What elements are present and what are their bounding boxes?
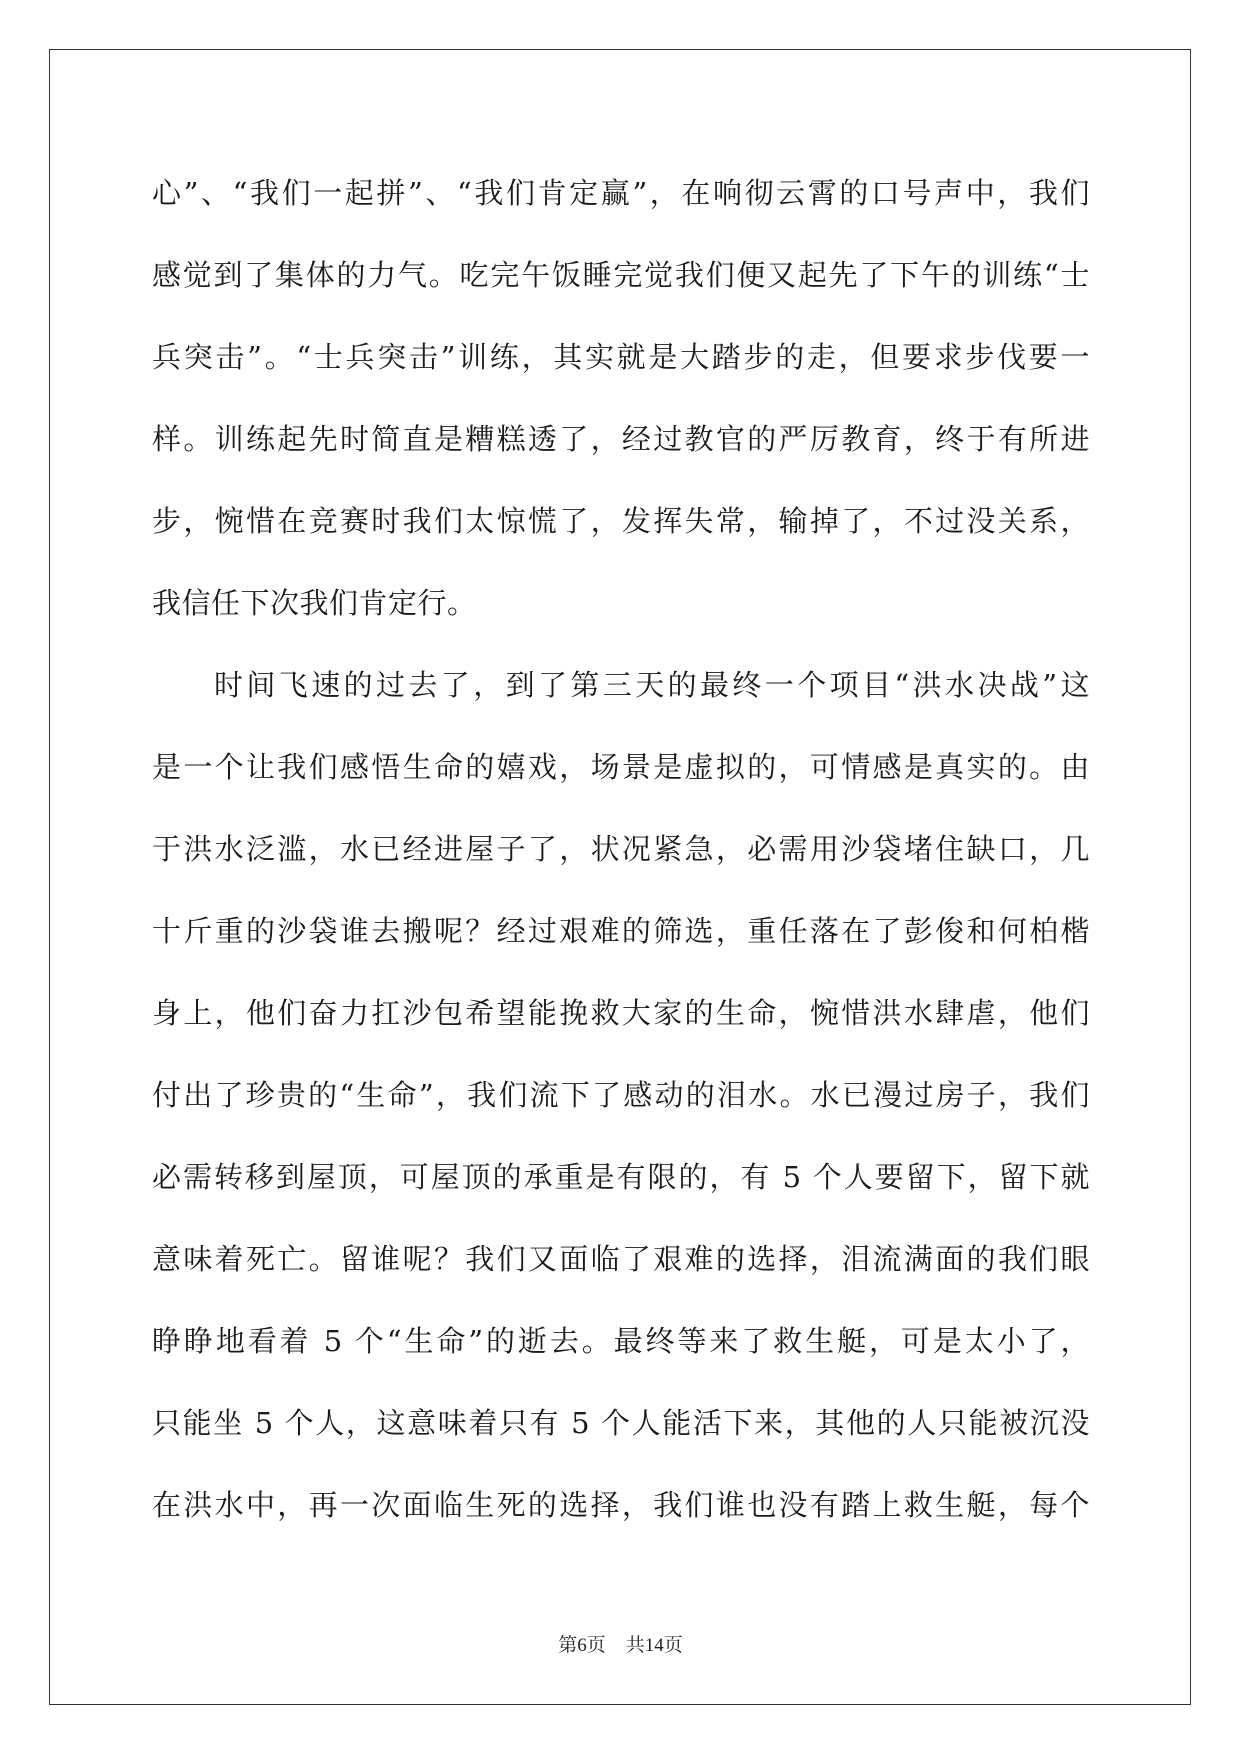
text-line: 付出了珍贵的“生命”，我们流下了感动的泪水。水已漫过房子，我们	[152, 1078, 1090, 1112]
text-line: 于洪水泛滥，水已经进屋子了，状况紧急，必需用沙袋堵住缺口，几	[152, 832, 1090, 866]
text-line: 样。训练起先时简直是糟糕透了，经过教官的严厉教育，终于有所进	[152, 422, 1090, 456]
paragraph-first-line: 时间飞速的过去了，到了第三天的最终一个项目“洪水决战”这	[214, 668, 1090, 702]
page-number-current: 第6页	[558, 1635, 606, 1656]
text-line: 必需转移到屋顶，可屋顶的承重是有限的，有 5 个人要留下，留下就	[152, 1160, 1090, 1194]
text-line: 睁睁地看着 5 个“生命”的逝去。最终等来了救生艇，可是太小了，	[152, 1324, 1090, 1358]
text-line: 兵突击”。“士兵突击”训练，其实就是大踏步的走，但要求步伐要一	[152, 340, 1090, 374]
document-body	[152, 152, 1090, 1546]
text-line: 心”、“我们一起拼”、“我们肯定赢”，在响彻云霄的口号声中，我们	[152, 176, 1090, 210]
text-line: 感觉到了集体的力气。吃完午饭睡完觉我们便又起先了下午的训练“士	[152, 258, 1090, 292]
page-footer	[0, 1630, 1241, 1657]
text-line: 在洪水中，再一次面临生死的选择，我们谁也没有踏上救生艇，每个	[152, 1488, 1090, 1522]
text-line: 身上，他们奋力扛沙包希望能挽救大家的生命，惋惜洪水肆虐，他们	[152, 996, 1090, 1030]
text-line: 十斤重的沙袋谁去搬呢？经过艰难的筛选，重任落在了彭俊和何柏楷	[152, 914, 1090, 948]
text-line: 是一个让我们感悟生命的嬉戏，场景是虚拟的，可情感是真实的。由	[152, 750, 1090, 784]
text-line: 只能坐 5 个人，这意味着只有 5 个人能活下来，其他的人只能被沉没	[152, 1406, 1090, 1440]
text-line: 步，惋惜在竞赛时我们太惊慌了，发挥失常，输掉了，不过没关系，	[152, 504, 1090, 538]
text-line: 意味着死亡。留谁呢？我们又面临了艰难的选择，泪流满面的我们眼	[152, 1242, 1090, 1276]
page-number-total: 共14页	[625, 1635, 683, 1656]
text-line: 我信任下次我们肯定行。	[152, 586, 477, 620]
